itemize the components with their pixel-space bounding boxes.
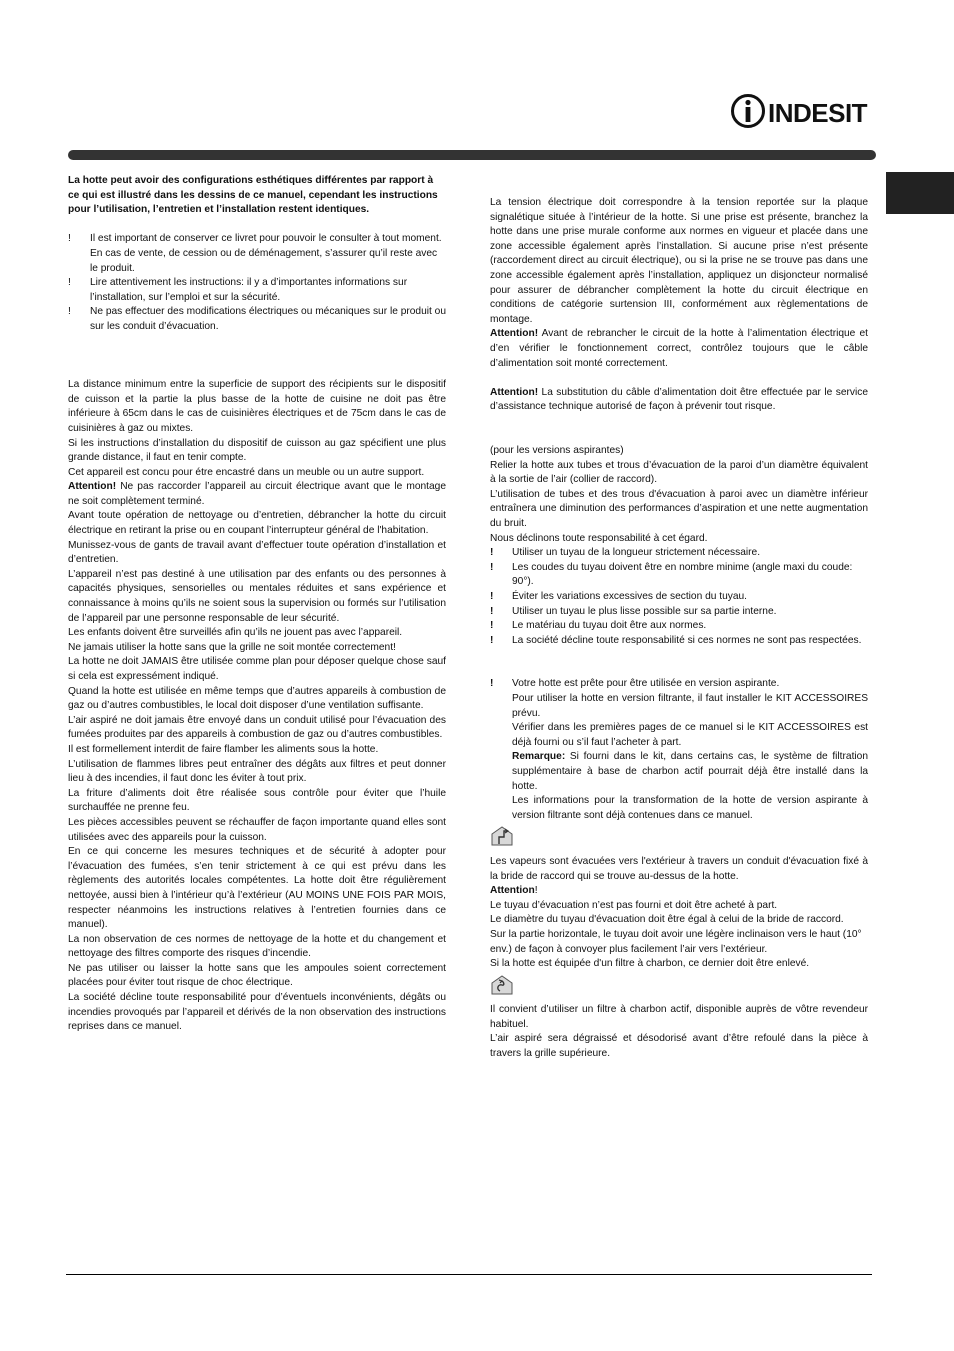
warning-mark-icon: ! — [490, 605, 494, 617]
warning-mark-icon: ! — [490, 561, 494, 573]
list-item: ! Utiliser un tuyau le plus lisse possible sur sa partie interne. — [490, 605, 868, 620]
warning-mark-icon: ! — [68, 277, 71, 289]
paragraph: Il est formellement interdit de faire flamber les aliments sous la hotte. — [68, 743, 379, 755]
paragraph: Relier la hotte aux tubes et trous d’évacuation de la paroi d’un diamètre équivalent à la sortie de l’air (collier de raccord). — [490, 459, 868, 486]
list-item: ! Ne pas effectuer des modifications électriques ou mécaniques sur le produit ou sur les conduit d’évacuation. — [68, 306, 447, 332]
paragraph: Attention! — [490, 885, 538, 897]
paragraph: La hotte ne doit JAMAIS être utilisée comme plan pour déposer quelque chose sauf si cela est expressément indiqué. — [68, 656, 446, 682]
paragraph: Nous déclinons toute responsabilité à cet égard. — [490, 532, 708, 544]
language-tab — [886, 172, 954, 214]
list-item: ! Il est important de conserver ce livret pour pouvoir le consulter à tout moment. En cas de vente, de cession ou de déménagement, s’assurer qu’il reste avec le produit. — [68, 233, 442, 274]
paragraph: Le diamètre du tuyau d'évacuation doit être égal à celui de la bride de raccord. — [490, 914, 844, 926]
ducted-version-icon — [490, 825, 514, 847]
list-item: ! Votre hotte est prête pour être utilisée en version aspirante. — [490, 677, 868, 692]
paragraph: La société décline toute responsabilité pour d’éventuels inconvénients, dégâts ou incendies provoqués par l’appareil et dérivés de la non observation des instructions reprises dans ce manuel. — [68, 992, 446, 1033]
list-item: ! Le matériau du tuyau doit être aux normes. — [490, 619, 868, 634]
header-rule — [68, 150, 876, 160]
paragraph: Le tuyau d’évacuation n’est pas fourni et doit être acheté à part. — [490, 899, 778, 911]
paragraph: Attention! Avant de rebrancher le circuit de la hotte à l’alimentation électrique et d’en vérifier le fonctionnement correct, contrôlez toujours que le câble d’alimentation soit monté correctement. — [490, 328, 868, 369]
warning-mark-icon: ! — [68, 306, 71, 318]
paragraph: Il convient d’utiliser un filtre à charbon actif, disponible auprès de vôtre revendeur habituel. — [490, 1004, 868, 1030]
paragraph: Si la hotte est équipée d'un filtre à charbon, ce dernier doit être enlevé. — [490, 958, 810, 970]
paragraph: Munissez-vous de gants de travail avant d’effectuer toute opération d’installation et d’entretien. — [68, 539, 446, 566]
paragraph: Vérifier dans les premières pages de ce manuel si le KIT ACCESSOIRES est déjà fourni ou s’il faut l’acheter à part. — [512, 722, 868, 748]
paragraph: Les informations pour la transformation de la hotte de version aspirante à version filtrante sont déjà contenues dans ce manuel. — [512, 795, 868, 821]
warning-list — [68, 232, 446, 334]
paragraph: La non observation de ces normes de nettoyage de la hotte et du changement et nettoyage des filtres comporte des risques d’incendie. — [68, 933, 446, 960]
paragraph: (pour les versions aspirantes) — [490, 445, 624, 457]
paragraph: Pour utiliser la hotte en version filtrante, il faut installer le KIT ACCESSOIRES prévu. — [512, 693, 868, 719]
paragraph: Si les instructions d’installation du dispositif de cuisson au gaz spécifient une plus grande distance, il faut en tenir compte. — [68, 437, 446, 464]
warning-mark-icon: ! — [490, 678, 494, 690]
warning-mark-icon: ! — [490, 620, 494, 632]
pipe-rules-list — [490, 546, 868, 648]
paragraph: En ce qui concerne les mesures techniques et de sécurité à adopter pour l’évacuation des fumées, s’en tenir strictement à ce qui est prévu dans les règlements des autorités locales compétentes. La hotte doit être régulièrement nettoyée, aussi bien à l’intérieur qu’à l’extérieur (AU MOINS UNE FOIS PAR MOIS, respecter néanmoins les instructions relatives à l’entretien fournies dans ce manuel). — [68, 846, 446, 931]
version-list — [490, 677, 868, 692]
paragraph: Ne pas utiliser ou laisser la hotte sans que les ampoules soient correctement placées pour éviter tout risque de choc électrique. — [68, 962, 446, 989]
paragraph: L’utilisation de tubes et des trous d'évacuation à paroi avec un diamètre inférieur entraînera une diminution des performances d’aspiration et une nette augmentation du bruit. — [490, 488, 868, 530]
paragraph: L’appareil n’est pas destiné à une utilisation par des enfants ou des personnes à capacités physiques, sensorielles ou mentales réduites et sans expérience et connaissance à moins qu’ils ne soient sous la supervision ou formés sur l’utilisation de l’appareil par une personne responsable de leur sécurité. — [68, 568, 446, 624]
list-item: ! Utiliser un tuyau de la longueur strictement nécessaire. — [490, 546, 868, 561]
paragraph: L’utilisation de flammes libres peut entraîner des dégâts aux filtres et peut donner lieu à des incendies, il faut donc les éviter à tout prix. — [68, 758, 446, 785]
paragraph: L’air aspiré ne doit jamais être envoyé dans un conduit utilisé pour l’évacuation des fumées produites par des appareils à combustion de gaz ou d’autres combustibles. — [68, 714, 446, 741]
filter-version-icon — [490, 974, 514, 996]
paragraph: Quand la hotte est utilisée en même temps que d’autres appareils à combustion de gaz ou d’autres combustibles, le local doit disposer d’une ventilation suffisante. — [68, 685, 446, 712]
paragraph: Remarque: Si fourni dans le kit, dans certains cas, le système de filtration supplémentaire à base de charbon actif pourrait déjà être installé dans la hotte. — [512, 751, 868, 792]
paragraph: Avant toute opération de nettoyage ou d’entretien, débrancher la hotte du circuit électrique en retirant la prise ou en coupant l’interrupteur général de l'habitation. — [68, 510, 446, 537]
paragraph: Ne jamais utiliser la hotte sans que la grille ne soit montée correctement! — [68, 641, 396, 653]
footer-rule — [66, 1274, 872, 1275]
paragraph: L’air aspiré sera dégraissé et désodorisé avant d’être refoulé dans la pièce à travers la grille supérieure. — [490, 1033, 868, 1060]
list-item: ! La société décline toute responsabilité si ces normes ne sont pas respectées. — [490, 634, 868, 649]
paragraph: La friture d’aliments doit être réalisée sous contrôle pour éviter que l’huile surchauffée ne prenne feu. — [68, 787, 446, 814]
paragraph: Les vapeurs sont évacuées vers l'extérieur à travers un conduit d'évacuation fixé à la bride de raccord qui se trouve au-dessus de la hotte. — [490, 855, 868, 882]
list-item: ! Lire attentivement les instructions: il y a d’importantes informations sur l’installation, sur l’emploi et sur la sécurité. — [68, 277, 408, 303]
paragraph: Les enfants doivent être surveillés afin qu’ils ne jouent pas avec l’appareil. — [68, 627, 403, 639]
right-column — [490, 196, 868, 1062]
paragraph: La distance minimum entre la superficie de support des récipients sur le dispositif de cuisson et la partie la plus basse de la hotte de cuisine ne doit pas être inférieure à 65cm dans le cas de cuisinières électriques et de 75cm dans le cas de cuisinières à gaz ou mixtes. — [68, 379, 446, 434]
warning-mark-icon: ! — [490, 591, 494, 603]
intro-note: La hotte peut avoir des configurations esthétiques différentes par rapport à ce qui est illustré dans les dessins de ce manuel, cependant les instructions pour l’utilisation, l’entretien et l’installation restent identiques. — [68, 175, 438, 216]
paragraph: Attention! Ne pas raccorder l’appareil au circuit électrique avant que le montage ne soit complètement terminé. — [68, 481, 446, 507]
paragraph: Les pièces accessibles peuvent se réchauffer de façon importante quand elles sont utilisées avec des appareils pour la cuisson. — [68, 816, 446, 843]
warning-mark-icon: ! — [68, 233, 71, 245]
brand-logo — [730, 93, 872, 133]
warning-mark-icon: ! — [490, 634, 494, 646]
warning-mark-icon: ! — [490, 547, 494, 559]
info-i-icon — [730, 93, 766, 129]
left-column — [68, 174, 446, 1035]
paragraph: Cet appareil est concu pour étre encastré dans un meuble ou un autre support. — [68, 466, 425, 478]
list-item: ! Les coudes du tuyau doivent être en nombre minime (angle maxi du coude: 90°). — [490, 561, 853, 588]
list-item: ! Éviter les variations excessives de section du tuyau. — [490, 590, 868, 605]
paragraph: La tension électrique doit correspondre à la tension reportée sur la plaque signalétique située à l’intérieur de la hotte. Si une prise est présente, branchez la hotte dans une prise murale conforme aux normes en vigueur et placée dans une zone accessible également après l’installation. Si aucune prise n’est présente (raccordement direct au circuit électrique), ou si la prise ne se trouve pas dans une zone accessible également après l’installation, appliquez un disjoncteur normalisé pour assurer de débrancher complètement la hotte du circuit électrique en conditions de catégorie surtension III, conformément aux règlementations de montage. — [490, 197, 868, 325]
brand-name: INDESIT — [768, 98, 868, 128]
paragraph: Sur la partie horizontale, le tuyau doit avoir une légère inclinaison vers le haut (10° env.) de façon à convoyer plus facilement l’air vers l’extérieur. — [490, 928, 862, 955]
paragraph: Attention! La substitution du câble d’alimentation doit être effectuée par le service d’assistance technique autorisé de façon à prévenir tout risque. — [490, 386, 868, 413]
